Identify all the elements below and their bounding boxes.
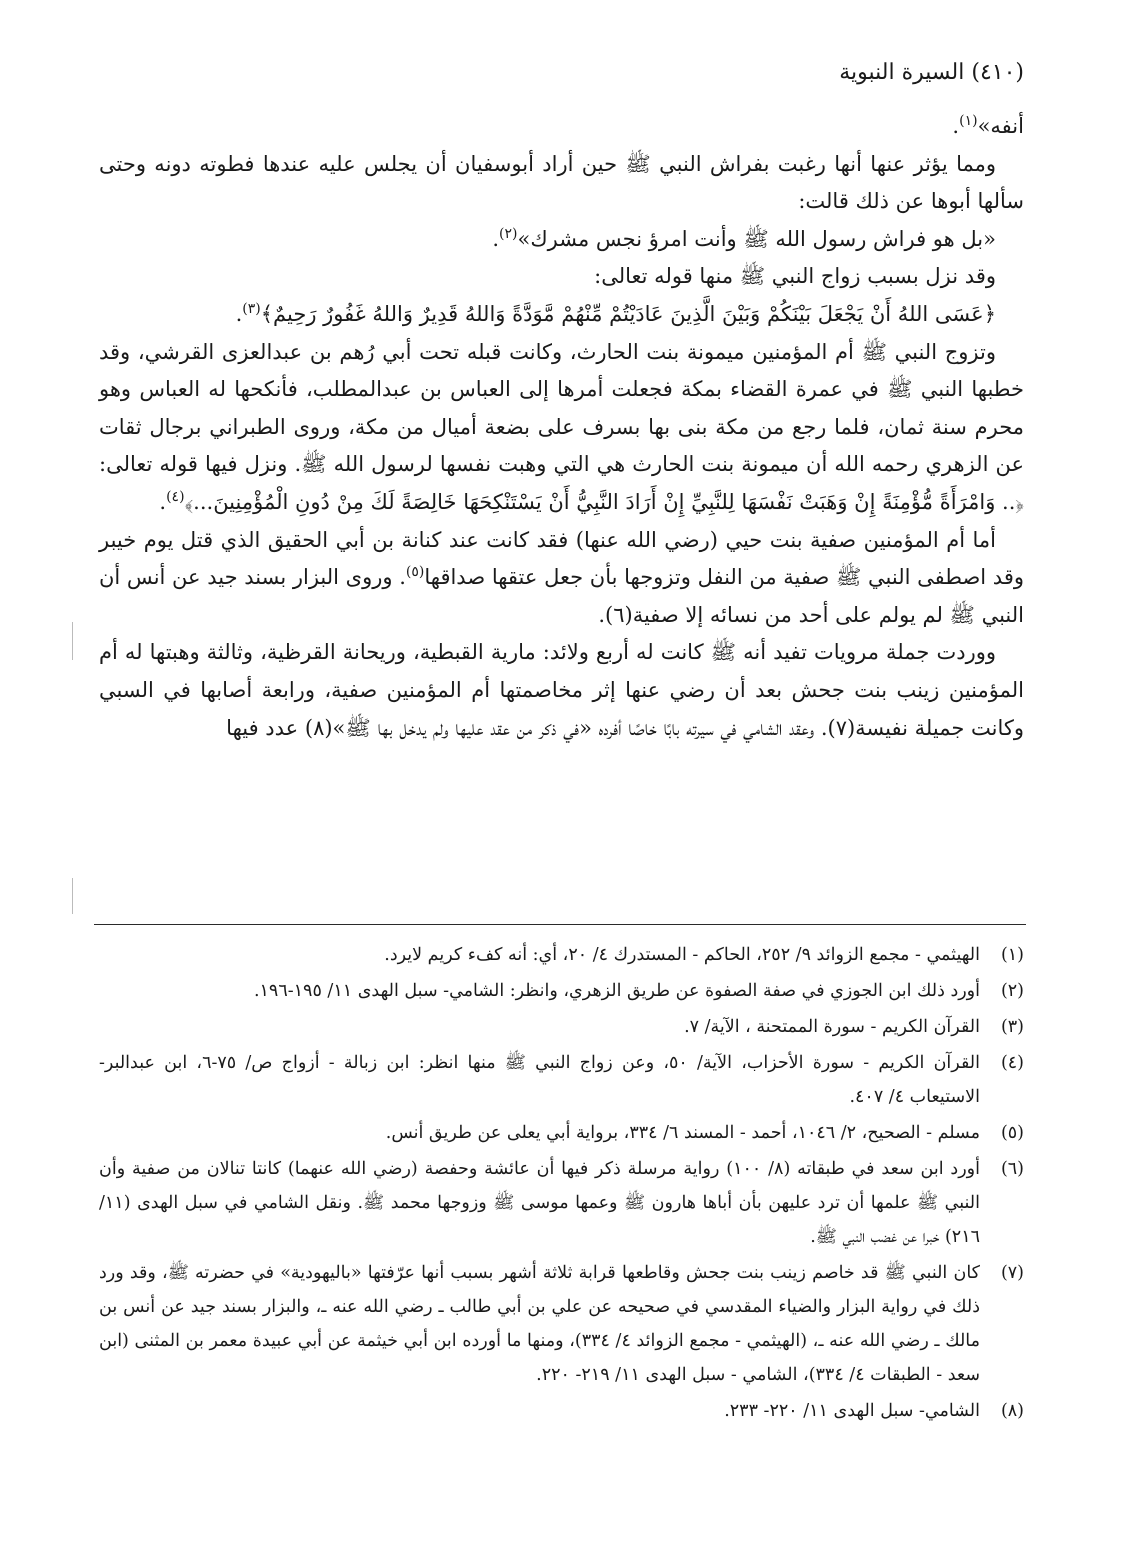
quran-verse: ﴿عَسَى اللهُ أَنْ يَجْعَلَ بَيْنَكُمْ وَبَيْنَ الَّذِينَ عَادَيْتُمْ مِّنْهُمْ مَّوَدَّةً وَاللهُ قَدِيرٌ وَاللهُ غَفُورٌ رَحِيمٌ﴾$^{(٣)}$. (235, 300, 996, 326)
page-number: (٤١٠) (971, 60, 1024, 85)
paragraph: ومما يؤثر عنها أنها رغبت بفراش النبي ﷺ حين أراد أبوسفيان أن يجلس عليه عندها فطوته دونه وحتى سألها أبوها عن ذلك قالت: (99, 151, 1024, 214)
footnote: (٢) أورد ذلك ابن الجوزي في صفة الصفوة عن طريق الزهري، وانظر: الشامي- سبل الهدى ١١/ ١٩٥-١٩٦. (253, 981, 1024, 1001)
paragraph: أما أم المؤمنين صفية بنت حيي (رضي الله عنها) فقد كانت عند كنانة بن أبي الحقيق الذي قتل يوم خيبر وقد اصطفى النبي ﷺ صفية من النفل وتزوجها بأن جعل عتقها صداقها$^{(٥)}$. وروى البزار بسند جيد عن أنس أن النبي ﷺ لم يولم على أحد من نسائه إلا صفية(٦). (98, 527, 1024, 627)
scan-margin-mark (72, 878, 73, 914)
footnote: (٧) كان النبي ﷺ قد خاصم زينب بنت جحش وقاطعها قرابة ثلاثة أشهر بسبب أنها عرّفتها «باليهودية» في حضرته ﷺ، وقد ورد ذلك في رواية البزار والضياء المقدسي في صحيحه عن علي بن أبي طالب ـ رضي الله عنه ـ، والبزار بسند جيد عن أنس بن مالك ـ رضي الله عنه ـ، (الهيثمي - مجمع الزوائد ٤/ ٣٣٤)، ومنها ما أورده ابن أبي خيثمة عن أبي عبيدة معمر بن المثنى (ابن سعد - الطبقات ٤/ ٣٣٤)، الشامي - سبل الهدى ١١/ ٢١٩- ٢٢٠. (99, 1263, 1024, 1385)
footnote: (١) الهيثمي - مجمع الزوائد ٩/ ٢٥٢، الحاكم - المستدرك ٤/ ٢٠، أي: أنه كفء كريم لايرد. (384, 945, 1024, 965)
running-header (839, 58, 1024, 88)
footnote-divider (94, 924, 1026, 925)
paragraph: ووردت جملة مرويات تفيد أنه ﷺ كانت له أربع ولائد: مارية القبطية، وريحانة القرظية، وثالثة وهبتها له أم المؤمنين زينب بنت جحش بعد أن رضي عنها إثر مخاصمتها أم المؤمنين صفية، ورابعة أصابها في السبي وكانت جميلة نفيسة(٧). وعقد الشامي في سيرته بابًا خاصًا أفرده «في ذكر من عقد عليها ولم يدخل بها ﷺ»(٨) عدد فيها (99, 640, 1024, 740)
paragraph: أنفه»$^{(١)}$. (952, 113, 1024, 138)
footnote: (٦) أورد ابن سعد في طبقاته (٨/ ١٠٠) رواية مرسلة ذكر فيها أن عائشة وحفصة (رضي الله عنهما) كانتا تنالان من صفية وأن النبي ﷺ علمها أن ترد عليهن بأن أباها هارون ﷺ وعمها موسى ﷺ وزوجها محمد ﷺ. ونقل الشامي في سبل الهدى (١١/ ٢١٦) خبرا عن غضب النبي ﷺ. (99, 1159, 1024, 1247)
paragraph: وقد نزل بسبب زواج النبي ﷺ منها قوله تعالى: (594, 264, 996, 289)
paragraph: وتزوج النبي ﷺ أم المؤمنين ميمونة بنت الحارث، وكانت قبله تحت أبي رُهم بن عبدالعزى القرشي، وقد خطبها النبي ﷺ في عمرة القضاء بمكة فجعلت أمرها إلى العباس بن عبدالمطلب، فأنكحها له العباس وهو محرم سنة ثمان، فلما رجع من مكة بنى بها بسرف على بضعة أميال من مكة، وروى الطبراني برجال ثقات عن الزهري رحمه الله أن ميمونة بنت الحارث هي التي وهبت نفسها لرسول الله ﷺ. ونزل فيها قوله تعالى: ﴿.. وَامْرَأَةً مُّؤْمِنَةً إِنْ وَهَبَتْ نَفْسَهَا لِلنَّبِيِّ إِنْ أَرَادَ النَّبِيُّ أَنْ يَسْتَنْكِحَهَا خَالِصَةً لَكَ مِنْ دُونِ الْمُؤْمِنِينَ...﴾$^{(٤)}$. (99, 339, 1024, 514)
footnote: (٥) مسلم - الصحيح، ٢/ ١٠٤٦، أحمد - المسند ٦/ ٣٣٤، برواية أبي يعلى عن طريق أنس. (385, 1123, 1024, 1143)
footnotes (99, 938, 1024, 1430)
book-title: السيرة النبوية (839, 60, 965, 85)
quote: «بل هو فراش رسول الله ﷺ وأنت امرؤ نجس مشرك»$^{(٢)}$. (492, 225, 996, 251)
footnote: (٤) القرآن الكريم - سورة الأحزاب، الآية/ ٥٠، وعن زواج النبي ﷺ منها انظر: ابن زبالة - أزواج ص/ ٧٥-٦، ابن عبدالبر- الاستيعاب ٤/ ٤٠٧. (99, 1053, 1024, 1107)
scan-margin-mark (72, 622, 73, 660)
footnote: (٣) القرآن الكريم - سورة الممتحنة ، الآية/ ٧. (684, 1017, 1024, 1037)
footnote: (٨) الشامي- سبل الهدى ١١/ ٢٢٠- ٢٣٣. (724, 1401, 1024, 1421)
main-text (99, 108, 1024, 747)
